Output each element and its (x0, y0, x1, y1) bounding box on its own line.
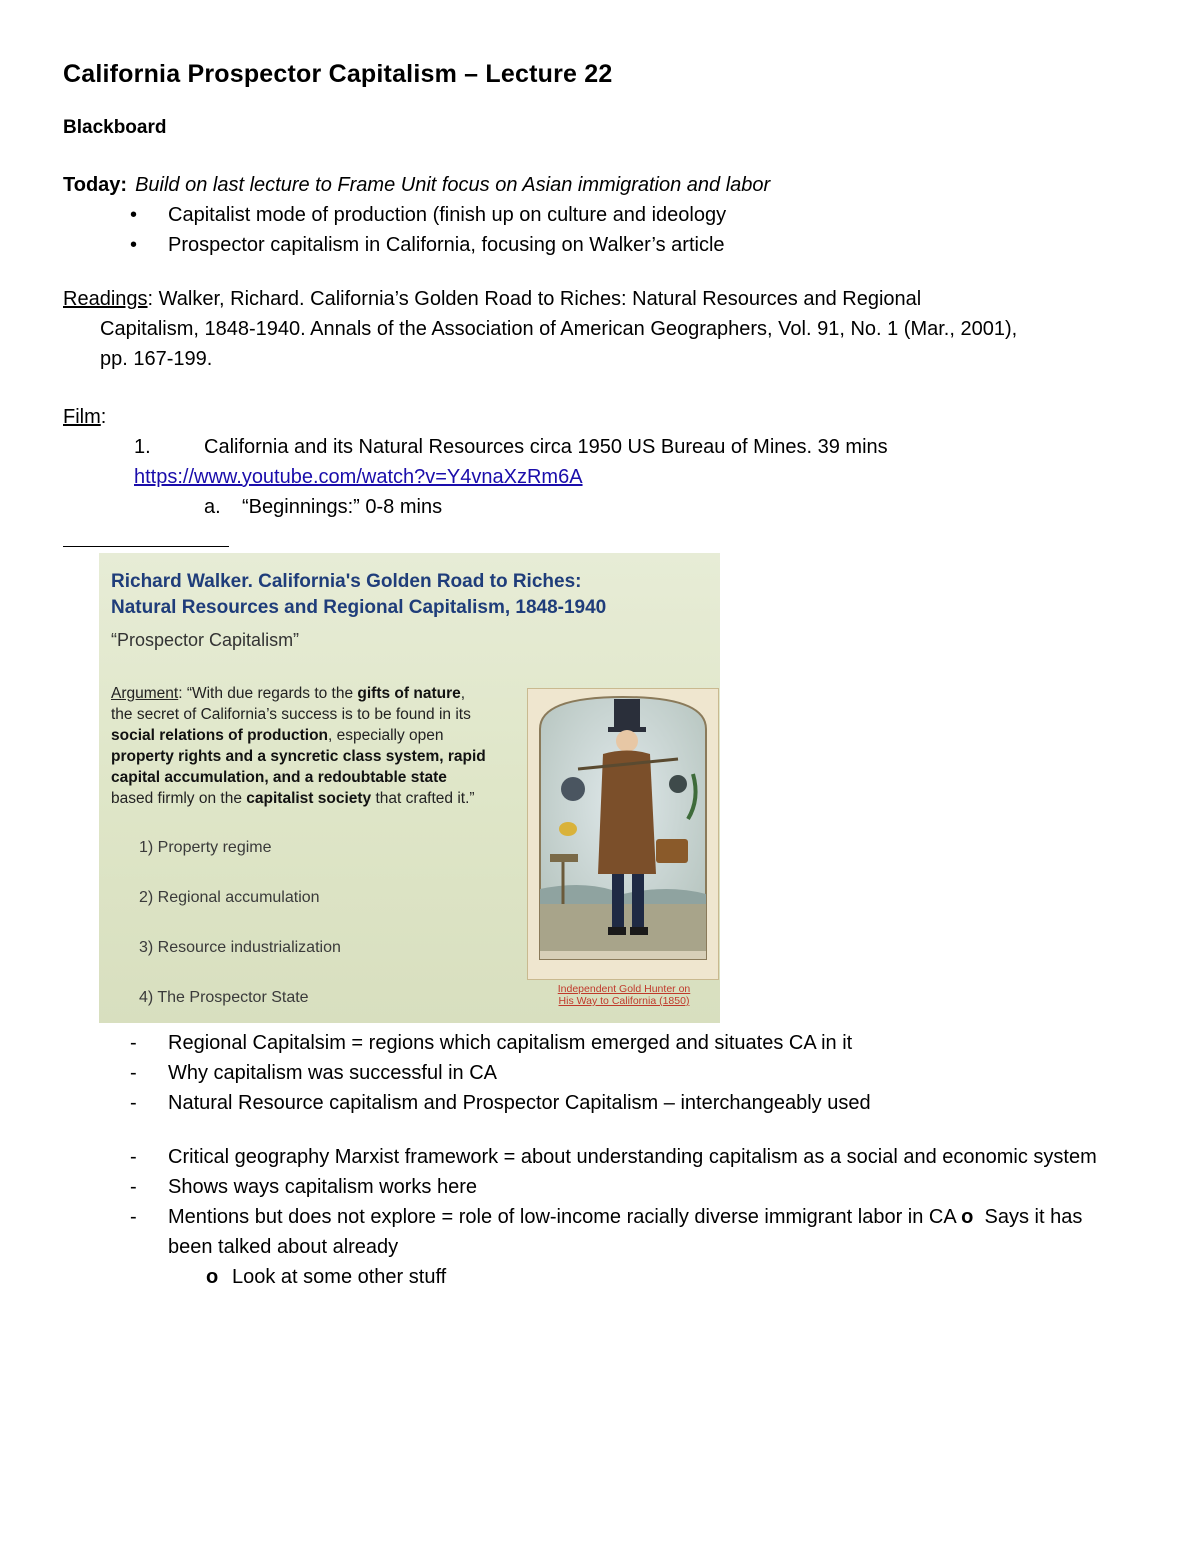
list-item (130, 1202, 1108, 1262)
caption-line: His Way to California (1850) (558, 995, 690, 1007)
gold-hunter-illustration (527, 688, 719, 980)
film-sub-letter: a. (204, 496, 221, 518)
film-title: California and its Natural Resources circa 1950 US Bureau of Mines. 39 mins (204, 436, 888, 458)
slide-list-item: 3) Resource industrialization (139, 939, 341, 956)
dash-icon: - (130, 1062, 137, 1084)
note-text: Why capitalism was successful in CA (168, 1062, 497, 1084)
argument-text: social relations of production (111, 727, 329, 744)
dash-icon: - (130, 1206, 137, 1228)
film-item (134, 432, 888, 462)
film-colon: : (100, 406, 107, 428)
list-item (130, 200, 726, 230)
readings-section (63, 284, 1123, 374)
slide-list (139, 839, 341, 1023)
lecture-slide-image (99, 553, 720, 1023)
note-text: Shows ways capitalism works here (168, 1176, 477, 1198)
list-item (130, 1058, 1108, 1088)
bullet-text: Prospector capitalism in California, focusing on Walker’s article (168, 234, 725, 256)
gold-hunter-icon (528, 689, 718, 979)
note-text: Natural Resource capitalism and Prospector Capitalism – interchangeably used (168, 1092, 871, 1114)
note-text: Regional Capitalsim = regions which capitalism emerged and situates CA in it (168, 1032, 853, 1054)
list-item (130, 1088, 1108, 1118)
note-text: Says it has been talked about already (168, 1206, 1083, 1258)
argument-text: the secret of California’s success is to be found in its (111, 706, 471, 723)
argument-label: Argument (111, 685, 179, 702)
argument-text: based firmly on the (111, 790, 247, 807)
argument-text: property rights and a syncretic class system, rapid (111, 748, 486, 765)
bullet-icon: • (130, 204, 138, 226)
argument-text: gifts of nature (357, 685, 461, 702)
notes-list (130, 1028, 1108, 1292)
film-link[interactable]: https://www.youtube.com/watch?v=Y4vnaXzRm6A (134, 466, 583, 488)
dash-icon: - (130, 1092, 137, 1114)
note-text: Mentions but does not explore = role of low-income racially diverse immigrant labor in CA (168, 1206, 956, 1228)
today-label: Today: (63, 174, 128, 196)
page-title: California Prospector Capitalism – Lecture 22 (63, 60, 613, 88)
list-item (130, 1028, 1108, 1058)
film-heading (63, 402, 106, 432)
argument-text: , (460, 685, 466, 702)
slide-list-item: 4) The Prospector State (139, 989, 309, 1006)
bullet-text: Capitalist mode of production (finish up on culture and ideology (168, 204, 727, 226)
film-sub-text: “Beginnings:” 0-8 mins (242, 496, 443, 518)
spacer (130, 1118, 1108, 1142)
note-sub-text: Look at some other stuff (232, 1266, 447, 1288)
list-item (130, 1262, 1108, 1292)
film-number: 1. (134, 436, 151, 458)
slide-subtitle: “Prospector Capitalism” (111, 630, 300, 650)
argument-text: capitalist society (246, 790, 372, 807)
list-item (130, 1142, 1108, 1172)
dash-icon: - (130, 1176, 137, 1198)
slide-list-item: 1) Property regime (139, 839, 272, 856)
caption-line: Independent Gold Hunter on (557, 983, 691, 995)
note-text: Critical geography Marxist framework = about understanding capitalism as a social and economic system (168, 1146, 1097, 1168)
readings-text: pp. 167-199. (100, 348, 213, 370)
list-item (130, 230, 726, 260)
circle-bullet-icon: o (961, 1206, 974, 1228)
argument-text: that crafted it.” (371, 790, 475, 807)
argument-text: : “With due regards to the (178, 685, 358, 702)
slide-title-line: Richard Walker. California's Golden Road to Riches: (111, 571, 582, 592)
list-item (130, 1172, 1108, 1202)
readings-text: : Walker, Richard. California’s Golden Road to Riches: Natural Resources and Regional (147, 288, 922, 310)
illustration-caption (529, 983, 719, 1007)
slide-title-line: Natural Resources and Regional Capitalism, 1848-1940 (111, 597, 607, 618)
circle-bullet-icon: o (206, 1266, 219, 1288)
slide-list-item: 2) Regional accumulation (139, 889, 320, 906)
readings-label: Readings (63, 288, 148, 310)
argument-text: , especially open (328, 727, 444, 744)
bullet-icon: • (130, 234, 138, 256)
film-sub-item (204, 492, 442, 522)
dash-icon: - (130, 1032, 137, 1054)
argument-text: capital accumulation, and a redoubtable state (111, 769, 447, 786)
slide-argument (111, 683, 529, 809)
readings-text: Capitalism, 1848-1940. Annals of the Association of American Geographers, Vol. 91, No. 1 (Mar., 2001), (100, 318, 1018, 340)
blackboard-heading: Blackboard (63, 117, 167, 138)
slide-title (111, 569, 606, 621)
film-label: Film (63, 406, 101, 428)
today-text: Build on last lecture to Frame Unit focus on Asian immigration and labor (135, 174, 771, 196)
today-line (63, 170, 770, 200)
dash-icon: - (130, 1146, 137, 1168)
divider (63, 546, 229, 547)
today-bullet-list (130, 200, 726, 260)
